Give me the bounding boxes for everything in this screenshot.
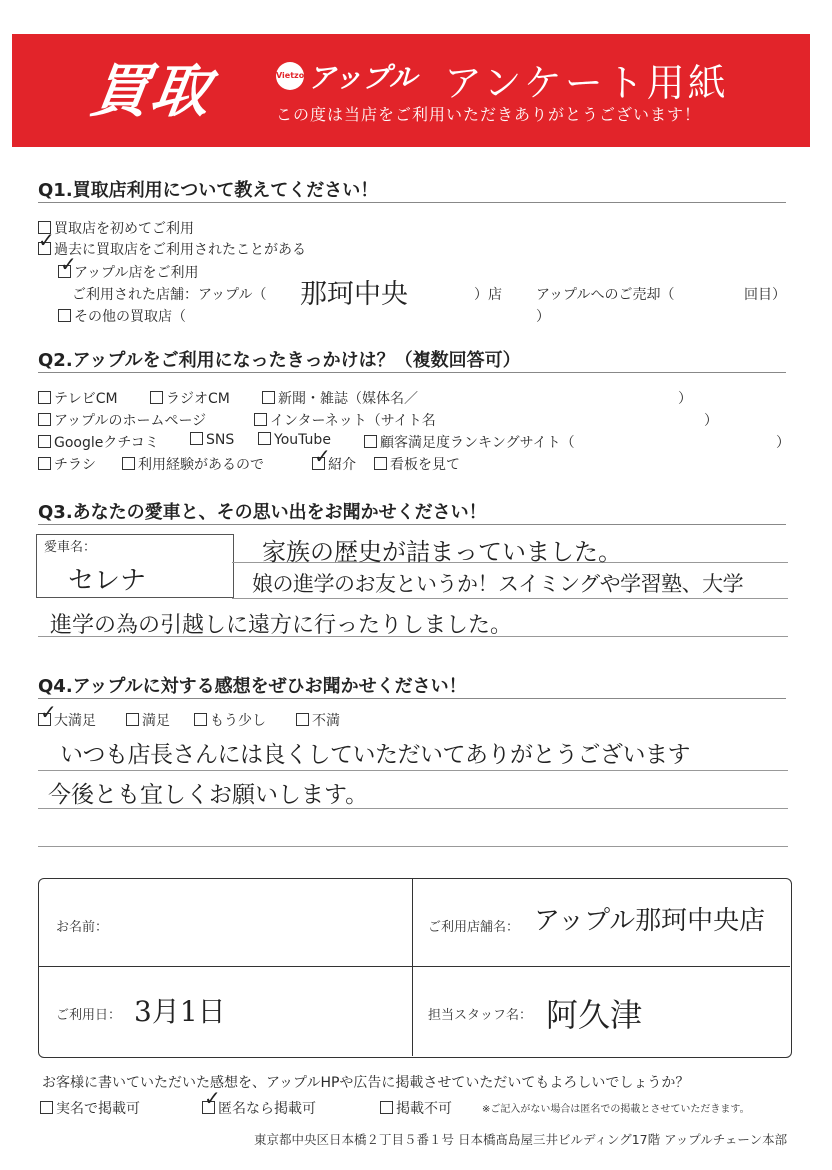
q2-option-radio[interactable]: ラジオCM bbox=[150, 388, 230, 408]
footer-address: 東京都中央区日本橋２丁目５番１号 日本橋髙島屋三井ビルディング17階 アップルチェーン本部 bbox=[254, 1132, 788, 1147]
q1-option-used-before[interactable]: 過去に買取店をご利用されたことがある bbox=[38, 239, 306, 259]
use-date-label: ご利用日： bbox=[56, 1008, 122, 1023]
q2-option-youtube[interactable]: YouTube bbox=[258, 432, 331, 448]
q3-memory-line-1[interactable]: 家族の歴史が詰まっていました。 bbox=[262, 538, 622, 566]
q2-option-news[interactable]: 新聞・雑誌（媒体名／ bbox=[262, 388, 418, 408]
consent-question: お客様に書いていただいた感想を、アップルHPや広告に掲載させていただいてもよろしいでしょうか？ bbox=[42, 1075, 690, 1091]
checkbox-icon[interactable] bbox=[258, 432, 271, 445]
q1-other-close: ） bbox=[536, 309, 550, 325]
q4-heading: Q4.アップルに対する感想をぜひお聞かせください！ bbox=[38, 676, 467, 697]
q4-rule bbox=[38, 698, 786, 699]
q2-option-sns[interactable]: SNS bbox=[190, 432, 234, 448]
store-name-label: ご利用店舗名： bbox=[428, 920, 520, 935]
consent-option-no[interactable]: 掲載不可 bbox=[380, 1098, 452, 1118]
checkbox-icon[interactable] bbox=[58, 309, 71, 322]
checkbox-icon[interactable] bbox=[126, 713, 139, 726]
q3-heading: Q3.あなたの愛車と、その思い出をお聞かせください！ bbox=[38, 502, 487, 523]
q2-heading: Q2.アップルをご利用になったきっかけは？（複数回答可） bbox=[38, 350, 521, 371]
q2-rule bbox=[38, 372, 786, 373]
checkbox-icon[interactable] bbox=[296, 713, 309, 726]
name-label: お名前： bbox=[56, 920, 109, 935]
staff-name-label: 担当スタッフ名： bbox=[428, 1008, 533, 1023]
checkbox-icon[interactable] bbox=[374, 457, 387, 470]
q2-option-google[interactable]: Googleクチコミ bbox=[38, 432, 159, 452]
q1-option-first-time[interactable]: 買取店を初めてご利用 bbox=[38, 218, 194, 238]
check-mark-icon: ✓ bbox=[204, 1086, 221, 1110]
q2-option-homepage[interactable]: アップルのホームページ bbox=[38, 410, 206, 430]
checkbox-icon[interactable] bbox=[38, 435, 51, 448]
checkbox-icon[interactable] bbox=[194, 713, 207, 726]
car-name-value[interactable]: セレナ bbox=[68, 566, 147, 596]
q1-store-used-value[interactable]: 那珂中央 bbox=[300, 279, 408, 310]
checkbox-icon[interactable] bbox=[38, 391, 51, 404]
q4-option-little[interactable]: もう少し bbox=[194, 710, 266, 730]
checkbox-icon[interactable] bbox=[122, 457, 135, 470]
check-mark-icon: ✓ bbox=[60, 252, 77, 276]
q4-write-line bbox=[38, 770, 788, 771]
q4-option-very-satisfied[interactable]: 大満足 bbox=[38, 710, 96, 730]
q1-sales-suffix: 回目） bbox=[744, 287, 786, 303]
q1-rule bbox=[38, 202, 786, 203]
consent-option-realname[interactable]: 実名で掲載可 bbox=[40, 1098, 140, 1118]
q3-write-line bbox=[232, 598, 788, 599]
q1-option-apple-store[interactable]: アップル店をご利用 bbox=[58, 262, 198, 282]
q2-option-ranking[interactable]: 顧客満足度ランキングサイト（ bbox=[364, 432, 575, 452]
checkbox-icon[interactable] bbox=[380, 1101, 393, 1114]
checkbox-icon[interactable] bbox=[40, 1101, 53, 1114]
check-mark-icon: ✓ bbox=[38, 228, 55, 252]
q3-memory-line-3[interactable]: 進学の為の引越しに遠方に行ったりしました。 bbox=[50, 613, 513, 638]
check-mark-icon: ✓ bbox=[314, 444, 331, 468]
apple-logo-badge: Vietzo bbox=[276, 62, 304, 90]
checkbox-icon[interactable] bbox=[254, 413, 267, 426]
q2-option-referral[interactable]: 紹介 bbox=[312, 454, 356, 474]
car-name-label: 愛車名： bbox=[44, 540, 97, 555]
checkbox-icon[interactable] bbox=[190, 432, 203, 445]
q1-store-suffix: ）店 bbox=[474, 287, 502, 303]
q2-news-close: ） bbox=[678, 391, 692, 407]
apple-logo-text: アップル bbox=[308, 61, 417, 94]
q2-internet-close: ） bbox=[704, 413, 718, 429]
q2-option-experience[interactable]: 利用経験があるので bbox=[122, 454, 264, 474]
checkbox-icon[interactable] bbox=[364, 435, 377, 448]
q3-memory-line-2[interactable]: 娘の進学のお友というか！スイミングや学習塾、大学 bbox=[252, 572, 744, 596]
q4-write-line bbox=[38, 846, 788, 847]
q4-comment-line-2[interactable]: 今後とも宜しくお願いします。 bbox=[48, 782, 369, 808]
q1-store-used-label: ご利用された店舗：アップル（ bbox=[72, 287, 267, 303]
consent-option-anonymous[interactable]: 匿名なら掲載可 bbox=[202, 1098, 316, 1118]
q3-rule bbox=[38, 524, 786, 525]
survey-subtitle: この度は当店をご利用いただきありがとうございます！ bbox=[276, 105, 702, 124]
q2-option-flyer[interactable]: チラシ bbox=[38, 454, 96, 474]
consent-note: ※ご記入がない場合は匿名での掲載とさせていただきます。 bbox=[482, 1104, 750, 1115]
checkbox-icon[interactable] bbox=[262, 391, 275, 404]
q2-option-sign[interactable]: 看板を見て bbox=[374, 454, 460, 474]
info-divider-vertical bbox=[412, 878, 413, 1056]
q1-sales-label: アップルへのご売却（ bbox=[536, 287, 675, 303]
check-mark-icon: ✓ bbox=[40, 700, 57, 724]
q4-option-unsatisfied[interactable]: 不満 bbox=[296, 710, 340, 730]
q2-option-internet[interactable]: インターネット（サイト名 bbox=[254, 410, 436, 430]
q4-comment-line-1[interactable]: いつも店長さんには良くしていただいてありがとうございます bbox=[60, 742, 690, 768]
q1-option-other-store[interactable]: その他の買取店（ bbox=[58, 306, 186, 326]
q2-ranking-close: ） bbox=[776, 435, 790, 451]
store-name-value[interactable]: アップル那珂中央店 bbox=[534, 906, 766, 936]
checkbox-icon[interactable] bbox=[38, 457, 51, 470]
info-divider-horizontal bbox=[38, 966, 790, 967]
q4-option-satisfied[interactable]: 満足 bbox=[126, 710, 170, 730]
q1-heading: Q1.買取店利用について教えてください！ bbox=[38, 180, 379, 201]
checkbox-icon[interactable] bbox=[38, 413, 51, 426]
use-date-value[interactable]: 3月1日 bbox=[134, 995, 226, 1028]
staff-name-value[interactable]: 阿久津 bbox=[546, 996, 643, 1034]
survey-title: アンケート用紙 bbox=[444, 61, 729, 105]
checkbox-icon[interactable] bbox=[150, 391, 163, 404]
q2-option-tv[interactable]: テレビCM bbox=[38, 388, 118, 408]
kaitori-logo: 買取 bbox=[86, 57, 217, 125]
